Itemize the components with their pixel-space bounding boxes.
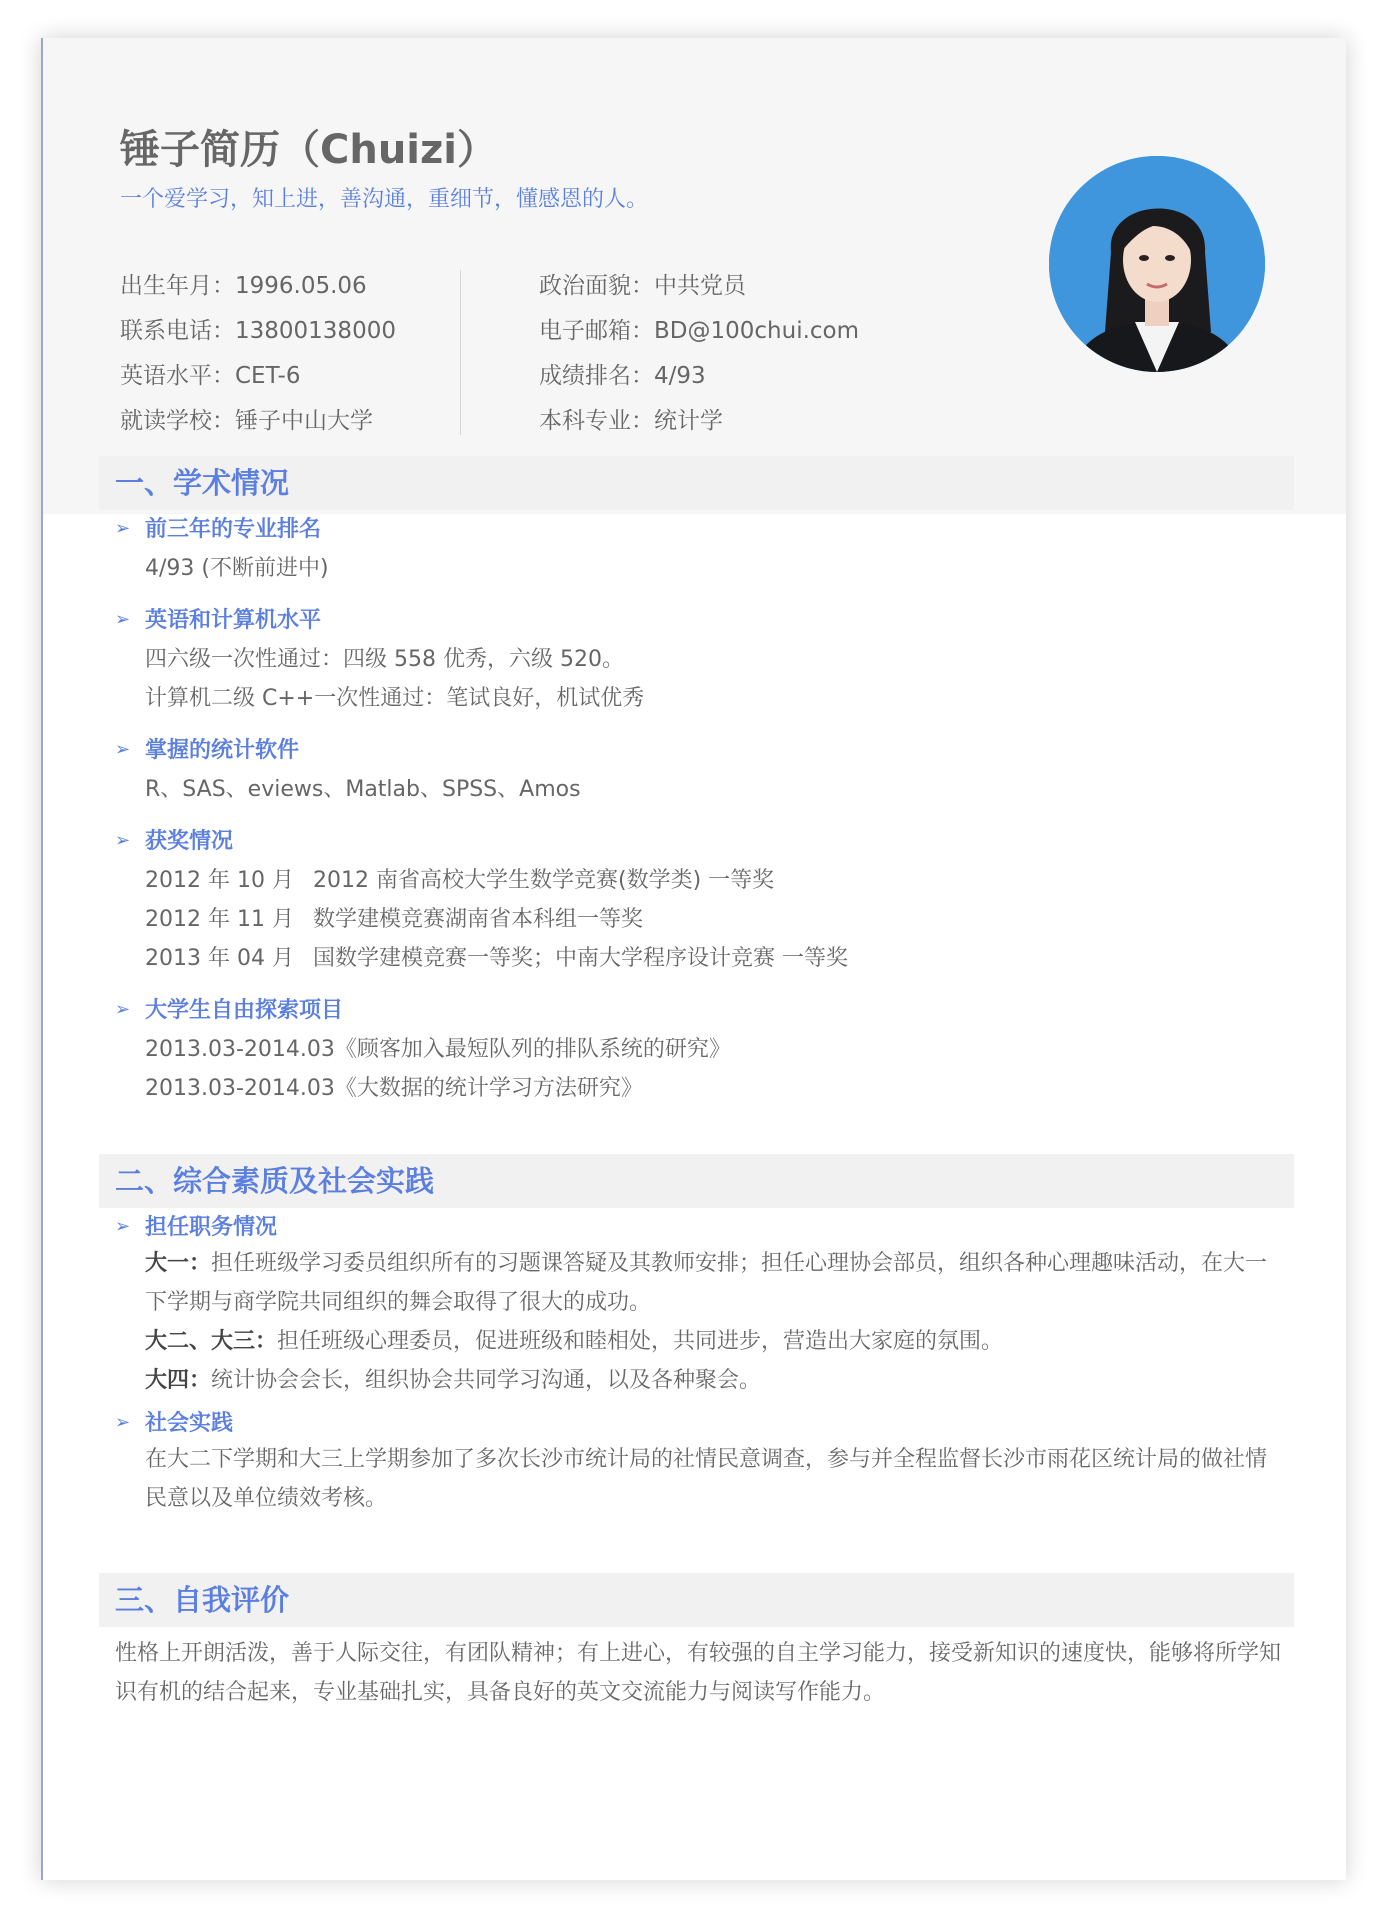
section-practice (99, 1154, 1294, 1208)
project-item: 2013.03-2014.03《大数据的统计学习方法研究》 (145, 1076, 643, 1101)
info-rank: 成绩排名：4/93 (539, 363, 706, 389)
award-item: 2013 年 04 月 国数学建模竞赛一等奖；中南大学程序设计竞赛 一等奖 (145, 946, 848, 971)
award-item: 2012 年 10 月 2012 南省高校大学生数学竞赛(数学类) 一等奖 (145, 868, 775, 893)
subsection-social: ➢ 社会实践 (115, 1411, 234, 1436)
position-year4: 大四：统计协会会长，组织协会共同学习沟通，以及各种聚会。 (145, 1368, 762, 1393)
project-item: 2013.03-2014.03《顾客加入最短队列的排队系统的研究》 (145, 1037, 731, 1062)
computer-line: 计算机二级 C++一次性通过：笔试良好，机试优秀 (145, 686, 645, 711)
info-political: 政治面貌：中共党员 (539, 273, 746, 299)
avatar (1049, 156, 1265, 372)
arrow-icon: ➢ (115, 609, 131, 630)
subsection-english: ➢ 英语和计算机水平 (115, 608, 322, 633)
self-evaluation-text: 性格上开朗活泼，善于人际交往，有团队精神；有上进心，有较强的自主学习能力，接受新知识的速度快，能够将所学知识有机的结合起来，专业基础扎实，具备良好的英文交流能力与阅读写作能力。 (115, 1641, 1282, 1705)
section-title-academic: 一、学术情况 (115, 466, 290, 500)
info-phone: 联系电话：13800138000 (120, 318, 396, 344)
positions-text (145, 1244, 1280, 1400)
arrow-icon: ➢ (115, 518, 131, 539)
software-text: R、SAS、eviews、Matlab、SPSS、Amos (145, 777, 581, 802)
resume-header (43, 38, 1346, 514)
position-year23: 大二、大三：担任班级心理委员，促进班级和睦相处，共同进步，营造出大家庭的氛围。 (145, 1329, 1004, 1354)
subsection-awards: ➢ 获奖情况 (115, 829, 234, 854)
award-item: 2012 年 11 月 数学建模竞赛湖南省本科组一等奖 (145, 907, 644, 932)
social-text: 在大二下学期和大三上学期参加了多次长沙市统计局的社情民意调查，参与并全程监督长沙市雨花区统计局的做社情民意以及单位绩效考核。 (145, 1447, 1268, 1511)
info-english: 英语水平：CET-6 (120, 363, 301, 389)
avatar-portrait (1049, 156, 1265, 372)
resume-page (41, 38, 1346, 1880)
subsection-ranking: ➢ 前三年的专业排名 (115, 517, 322, 542)
candidate-tagline: 一个爱学习，知上进，善沟通，重细节，懂感恩的人。 (120, 187, 649, 212)
position-year1: 大一：担任班级学习委员组织所有的习题课答疑及其教师安排；担任心理协会部员，组织各种心理趣味活动，在大一下学期与商学院共同组织的舞会取得了很大的成功。 (145, 1251, 1268, 1315)
info-birth: 出生年月：1996.05.06 (120, 273, 367, 299)
info-major: 本科专业：统计学 (539, 408, 723, 434)
info-column-right (539, 264, 859, 444)
candidate-name: 锤子简历（Chuizi） (120, 127, 498, 173)
subsection-software: ➢ 掌握的统计软件 (115, 738, 300, 763)
section-title-self: 三、自我评价 (115, 1583, 290, 1617)
info-email: 电子邮箱：BD@100chui.com (539, 318, 860, 344)
subsection-positions: ➢ 担任职务情况 (115, 1215, 278, 1240)
arrow-icon: ➢ (115, 999, 131, 1020)
section-title-practice: 二、综合素质及社会实践 (115, 1164, 435, 1198)
ranking-text: 4/93 (不断前进中) (145, 556, 329, 581)
info-column-left (120, 264, 396, 444)
english-line: 四六级一次性通过：四级 558 优秀，六级 520。 (145, 647, 624, 672)
info-school: 就读学校：锤子中山大学 (120, 408, 373, 434)
arrow-icon: ➢ (115, 739, 131, 760)
arrow-icon: ➢ (115, 1412, 131, 1433)
arrow-icon: ➢ (115, 1216, 131, 1237)
section-academic (99, 456, 1294, 510)
arrow-icon: ➢ (115, 830, 131, 851)
info-divider (460, 270, 461, 435)
section-self (99, 1573, 1294, 1627)
subsection-projects: ➢ 大学生自由探索项目 (115, 998, 344, 1023)
